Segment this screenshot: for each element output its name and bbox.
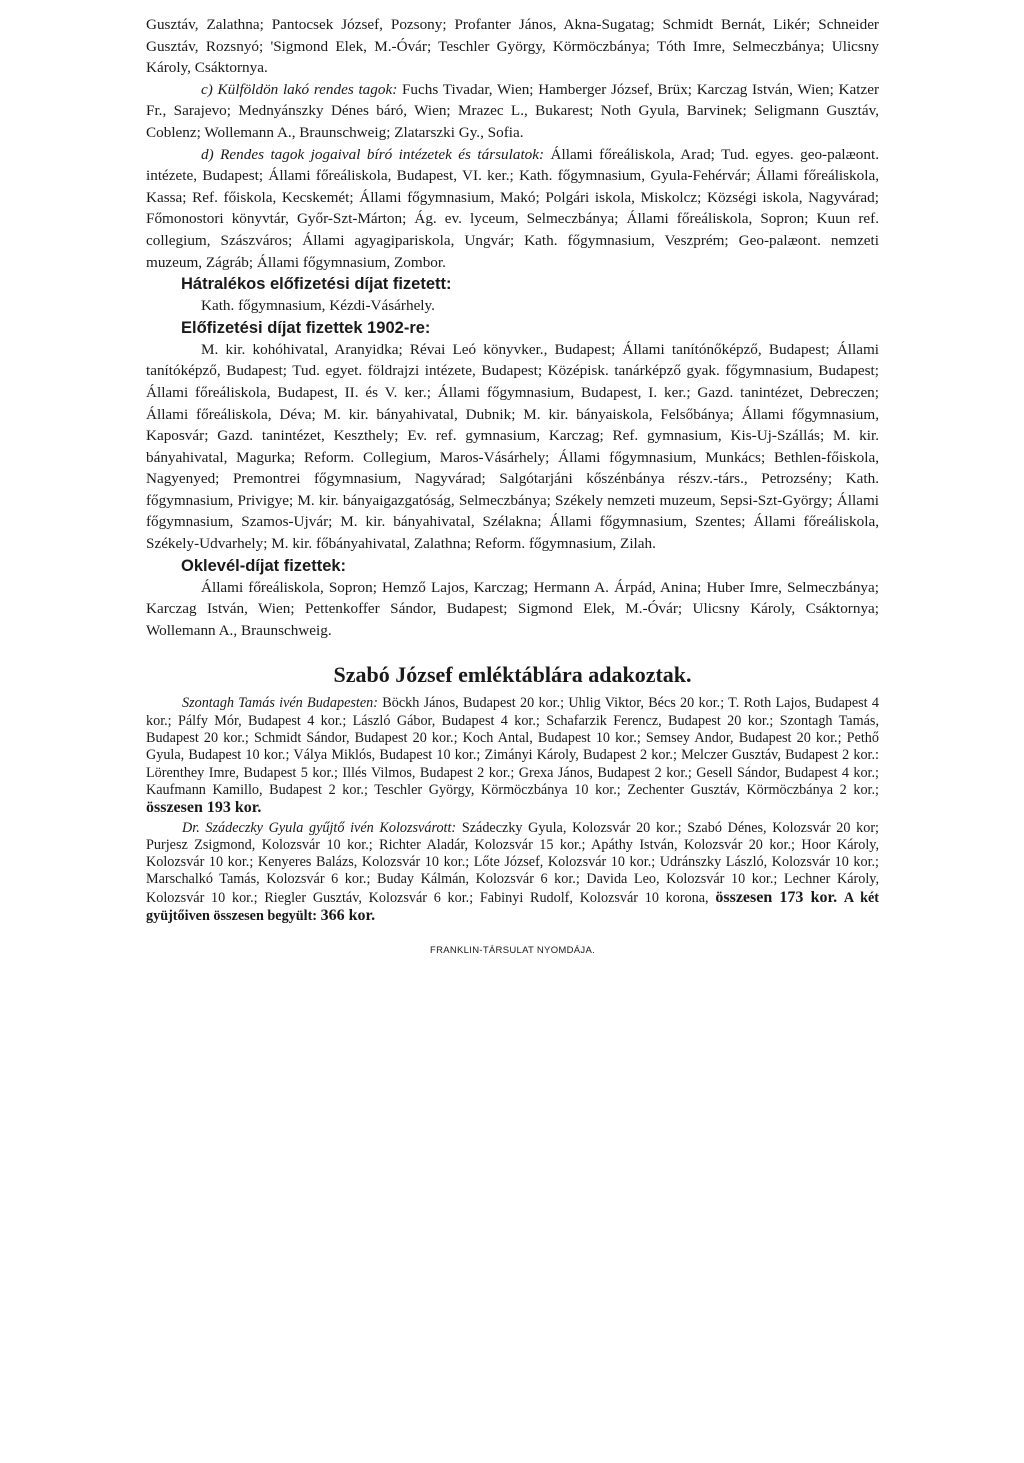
oklevel-text: Állami főreáliskola, Sopron; Hemző Lajos, Karczag; Hermann A. Árpád, Anina; Huber Imre, Selmeczbánya; Karczag István, Wien; Pettenkoffer Sándor, Budapest; Sigmond Elek, M.-Óvár; Ulicsny Károly, Csáktornya; Wollemann A., Braunschweig.: [146, 578, 879, 639]
section-d-paragraph: [146, 144, 879, 274]
section-d-text: Állami főreáliskola, Arad; Tud. egyes. geo-palæont. intézete, Budapest; Állami főreáliskola, Budapest, VI. ker.; Kath. főgymnasium, Gyula-Fehérvár; Állami főreáliskola, Kassa; Ref. főiskola, Kecskemét; Állami főgymnasium, Makó; Polgári iskola, Miskolcz; Községi iskola, Nagyvárad; Főmonostori könyvtár, Győr-Szt-Márton; Ág. ev. lyceum, Selmeczbánya; Állami főreáliskola, Sopron; Kuun ref. collegium, Szászváros; Állami agyagipariskola, Ungvár; Kath. főgymnasium, Veszprém; Geo-palæont. nemzeti muzeum, Zágráb; Állami főgymnasium, Zombor.: [146, 145, 879, 271]
kolozsvar-donors-list: Szádeczky Gyula, Kolozsvár 20 kor.; Szabó Dénes, Kolozsvár 20 kor; Purjesz Zsigmond, Kolozsvár 10 kor.; Richter Aladár, Kolozsvár 15 kor.; Apáthy István, Kolozsvár 20 kor.; Hoor Károly, Kolozsvár 10 kor.; Kenyeres Balázs, Kolozsvár 10 kor.; Lőte József, Kolozsvár 10 kor.; Udránszky László, Kolozsvár 10 kor.; Marschalkó Tamás, Kolozsvár 6 kor.; Buday Kálmán, Kolozsvár 6 kor.; Davida Leo, Kolozsvár 10 kor.; Lechner Károly, Kolozsvár 10 kor.; Riegler Gusztáv, Kolozsvár 6 kor.; Fabinyi Rudolf, Kolozsvár 10 korona,: [146, 819, 879, 906]
document-page: [146, 14, 879, 956]
budapest-donors-label: Szontagh Tamás ivén Budapesten:: [182, 695, 378, 712]
section-c-text: Fuchs Tivadar, Wien; Hamberger József, Brüx; Karczag István, Wien; Katzer Fr., Sarajevo; Mednyánszky Dénes báró, Wien; Mrazec L., Bukarest; Noth Gyula, Barvinek; Seligmann Gusztáv, Coblenz; Wollemann A., Braunschweig; Zlatarszki Gy., Sofia.: [146, 80, 880, 141]
grand-total-label: A két gyüjtőiven összesen begyült:: [146, 889, 880, 924]
kolozsvar-donors-total: összesen 173 kor.: [715, 888, 838, 906]
section-c-label: c) Külföldön lakó rendes tagok:: [201, 80, 398, 98]
budapest-donors-list: Böckh János, Budapest 20 kor.; Uhlig Viktor, Bécs 20 kor.; T. Roth Lajos, Budapest 4 kor.; Pálfy Mór, Budapest 4 kor.; László Gábor, Budapest 4 kor.; Schafarzik Ferencz, Budapest 20 kor.; Szontagh Tamás, Budapest 20 kor.; Schmidt Sándor, Budapest 20 kor.; Koch Antal, Budapest 10 kor.; Semsey Andor, Budapest 20 kor.; Pethő Gyula, Budapest 10 kor.; Vályа Miklós, Budapest 10 kor.; Zimányi Károly, Budapest 2 kor.; Melczer Gusztáv, Budapest 2 kor.: Lörenthey Imre, Budapest 5 kor.; Illés Vilmos, Budapest 2 kor.; Grexa János, Budapest 2 kor.; Gesell Sándor, Budapest 4 kor.; Kaufmann Kamillo, Budapest 2 kor.; Teschler György, Körmöczbánya 10 kor.; Zechenter Gusztáv, Körmöczbánya 2 kor.;: [146, 695, 880, 798]
oklevel-heading: Oklevél-díjat fizettek:: [181, 556, 347, 575]
section-c-paragraph: [146, 79, 879, 144]
elofizetesi-heading: Előfizetési díjat fizettek 1902-re:: [181, 318, 431, 337]
printer-imprint: FRANKLIN-TÁRSULAT NYOMDÁJA.: [429, 945, 596, 957]
kolozsvar-donors-label: Dr. Szádeczky Gyula gyűjtő ivén Kolozsvárott:: [182, 819, 457, 836]
hatralekos-heading: Hátralékos előfizetési díjat fizetett:: [181, 275, 452, 294]
grand-total-value: 366 kor.: [320, 907, 376, 924]
hatralekos-text: Kath. főgymnasium, Kézdi-Vásárhely.: [201, 297, 435, 315]
budapest-donors-paragraph: [146, 695, 879, 817]
elofizetesi-text: M. kir. kohóhivatal, Aranyidka; Révai Leó könyvker., Budapest; Állami tanítónőképző, Budapest; Állami tanítóképző, Budapest; Tud. egyet. földrajzi intézete, Budapest; Középisk. tanárképző gyak. főgymnasium, Budapest; Állami főreáliskola, Budapest, II. és V. ker.; Állami főgymnasium, Budapest, I. ker.; Gazd. tanintézet, Debreczen; Állami főreáliskola, Déva; M. kir. bányahivatal, Dubnik; M. kir. bányaiskola, Felsőbánya; Állami főgymnasium, Kaposvár; Gazd. tanintézet, Keszthely; Ev. ref. gymnasium, Karczag; Ref. gymnasium, Kis-Uj-Szállás; M. kir. bányahivatal, Magurka; Reform. Collegium, Maros-Vásárhely; Állami főgymnasium, Munkács; Bethlen-főiskola, Nagyenyed; Premontrei főgymnasium, Nagyvárad; Salgótarjáni kőszénbánya részv.-társ., Petrozsény; Kath. főgymnasium, Privigye; M. kir. bányaigazgatóság, Selmeczbánya; Székely nemzeti muzeum, Sepsi-Szt-György; Állami főgymnasium, Szamos-Ujvár; M. kir. bányahivatal, Szélakna; Állami főgymnasium, Szentes; Állami főreáliskola, Székely-Udvarhely; M. kir. főbányahivatal, Zalathna; Reform. főgymnasium, Zilah.: [146, 340, 879, 553]
continued-member-list: Gusztáv, Zalathna; Pantocsek József, Pozsony; Profanter János, Akna-Sugatag; Schmidt Bernát, Likér; Schneider Gusztáv, Rozsnyó; 'Sigmond Elek, M.-Óvár; Teschler György, Körmöczbánya; Tóth Imre, Selmeczbánya; Ulicsny Károly, Csáktornya.: [146, 16, 879, 77]
section-d-label: d) Rendes tagok jogaival bíró intézetek és társulatok:: [201, 145, 545, 163]
emlektabla-title: Szabó József emléktáblára adakoztak.: [333, 662, 692, 688]
budapest-donors-total: összesen 193 kor.: [146, 799, 262, 817]
kolozsvar-donors-paragraph: [146, 820, 879, 926]
